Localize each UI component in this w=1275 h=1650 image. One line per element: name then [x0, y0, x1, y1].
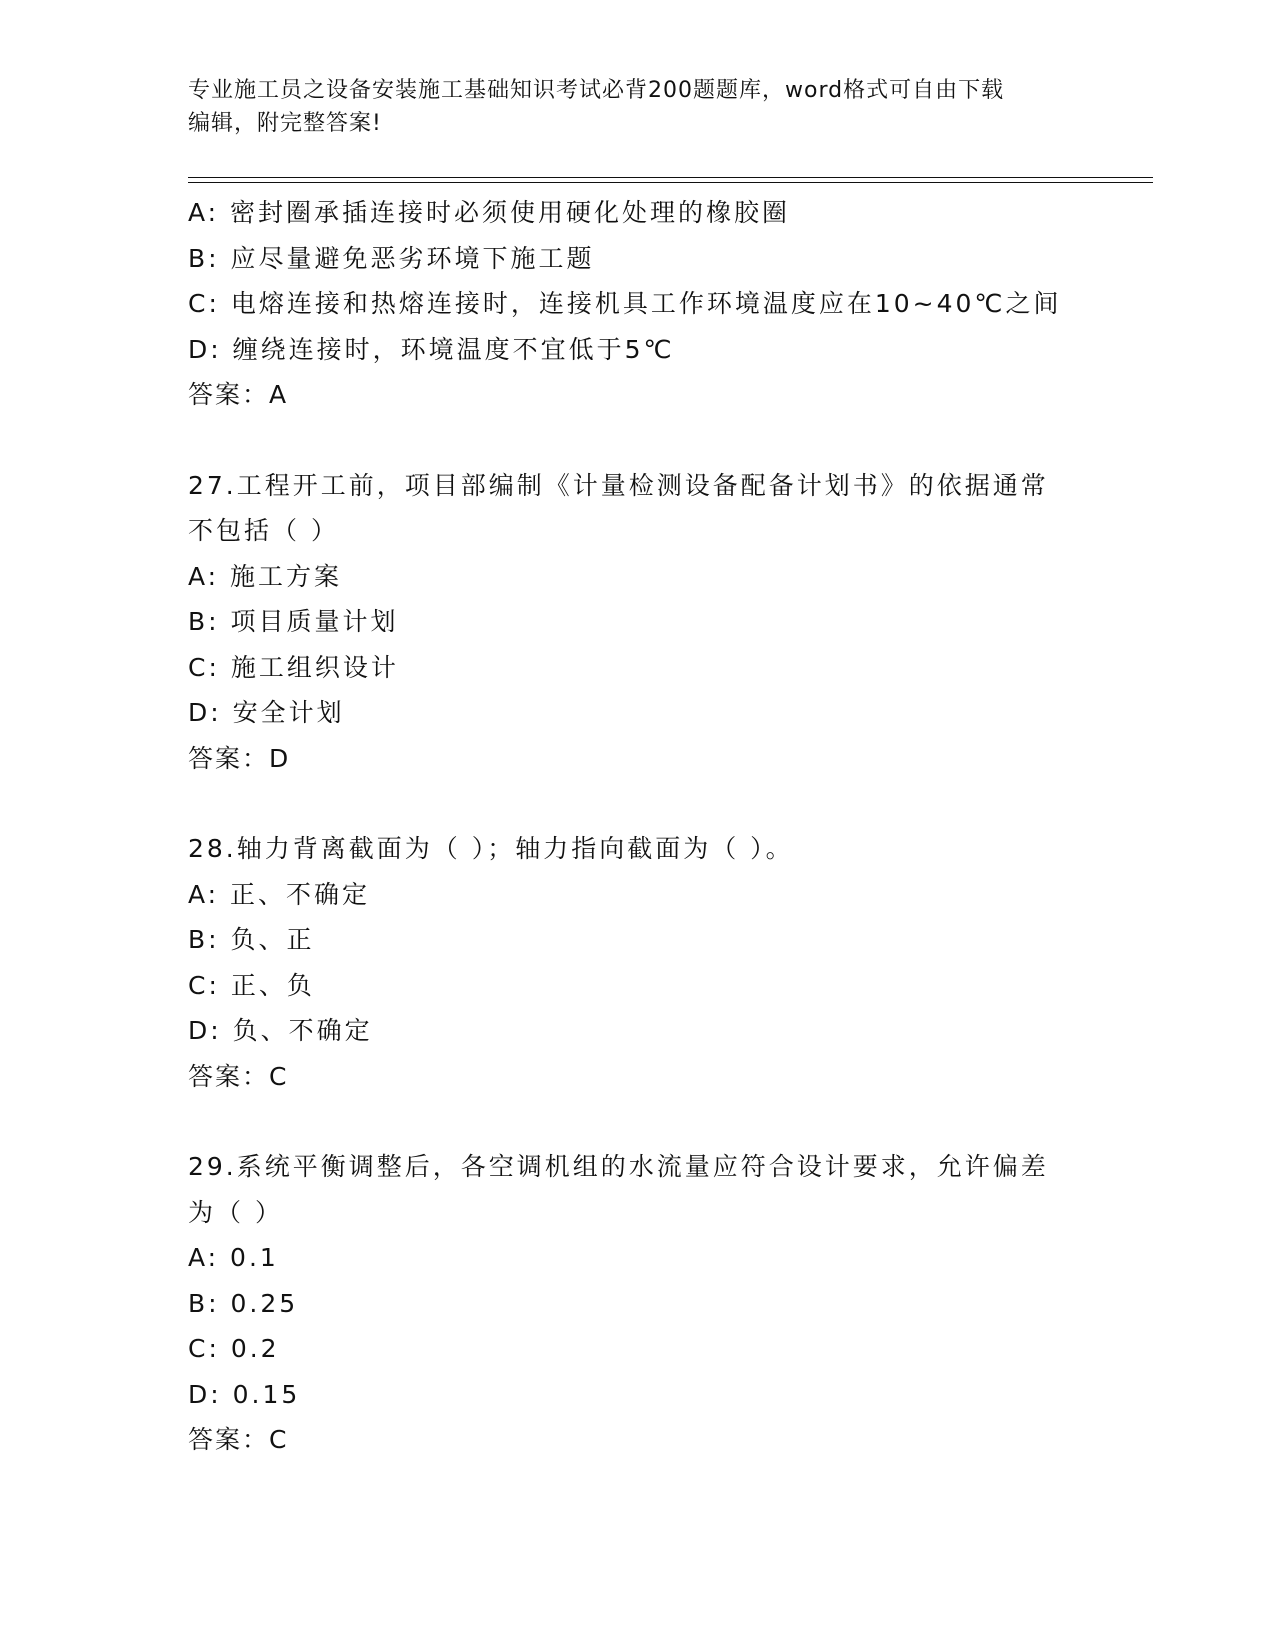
spacer — [188, 1099, 1088, 1144]
question-list — [188, 190, 1088, 1463]
question-29 — [188, 1144, 1088, 1463]
document-header — [188, 74, 1068, 140]
header-title-line1: 专业施工员之设备安装施工基础知识考试必背200题题库，word格式可自由下载 — [188, 78, 1005, 103]
option-d: D: 安全计划 — [188, 698, 345, 727]
answer-text: 答案：A — [188, 380, 289, 409]
option-c: C: 施工组织设计 — [188, 652, 399, 682]
answer-text: 答案：C — [188, 1061, 289, 1091]
option-a: A: 密封圈承插连接时必须使用硬化处理的橡胶圈 — [188, 198, 791, 227]
spacer — [188, 418, 1088, 463]
option-c: C: 电熔连接和热熔连接时，连接机具工作环境温度应在10~40℃之间 — [188, 289, 1062, 318]
option-c: C: 0.2 — [188, 1334, 280, 1363]
answer-text: 答案：C — [188, 1425, 289, 1454]
header-divider-bottom — [188, 182, 1153, 183]
option-d: D: 负、不确定 — [188, 1016, 373, 1045]
question-27 — [188, 463, 1088, 782]
question-28 — [188, 826, 1088, 1099]
answer-text: 答案：D — [188, 743, 291, 773]
option-b: B: 应尽量避免恶劣环境下施工题 — [188, 243, 595, 273]
spacer — [188, 781, 1088, 826]
option-d: D: 0.15 — [188, 1379, 301, 1409]
header-divider-top — [188, 177, 1153, 178]
question-26 — [188, 190, 1088, 418]
option-b: B: 项目质量计划 — [188, 607, 399, 636]
option-b: B: 负、正 — [188, 925, 315, 954]
option-a: A: 0.1 — [188, 1243, 279, 1272]
question-text: 29.系统平衡调整后，各空调机组的水流量应符合设计要求，允许偏差为（ ） — [188, 1152, 1049, 1227]
question-text: 28.轴力背离截面为（ ）；轴力指向截面为（ ）。 — [188, 834, 794, 863]
option-d: D: 缠绕连接时，环境温度不宜低于5℃ — [188, 334, 675, 364]
option-a: A: 正、不确定 — [188, 879, 371, 909]
question-text: 27.工程开工前，项目部编制《计量检测设备配备计划书》的依据通常不包括（ ） — [188, 470, 1049, 545]
option-a: A: 施工方案 — [188, 561, 343, 591]
option-b: B: 0.25 — [188, 1288, 299, 1318]
header-title-line2: 编辑，附完整答案! — [188, 111, 382, 136]
option-c: C: 正、负 — [188, 970, 315, 1000]
